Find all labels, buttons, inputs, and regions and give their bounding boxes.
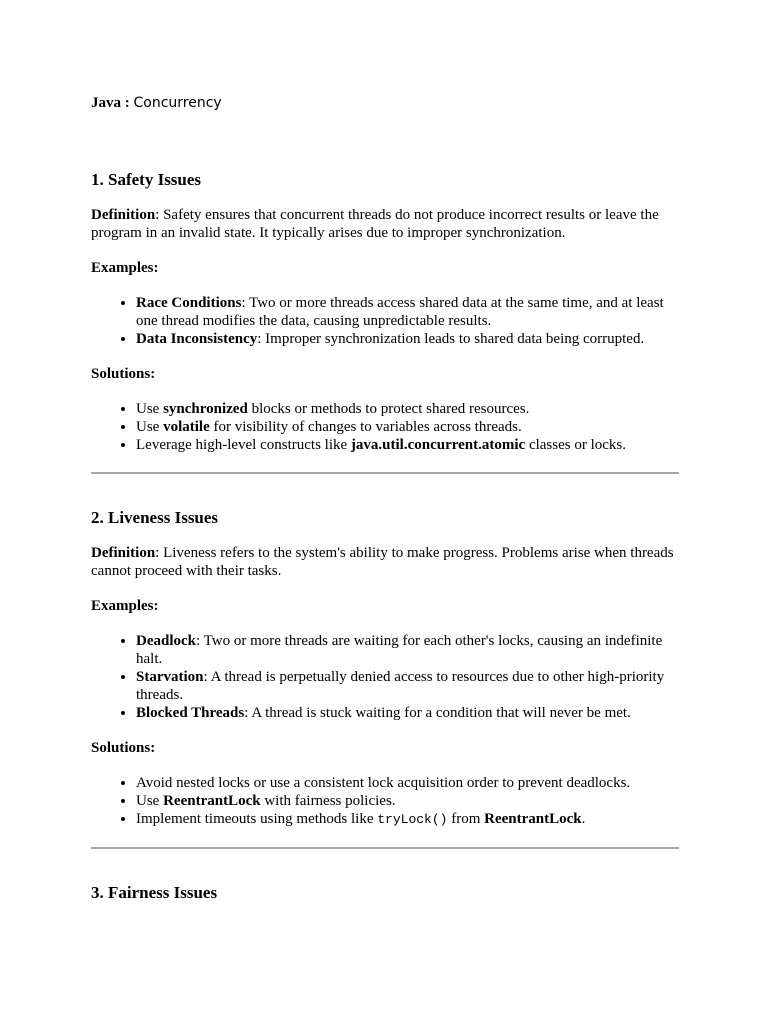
example-text: : Improper synchronization leads to shared data being corrupted. <box>257 331 645 347</box>
list-item <box>136 330 679 348</box>
definition-text: : Safety ensures that concurrent threads do not produce incorrect results or leave the program in an invalid state. It typically arises due to improper synchronization. <box>91 207 659 241</box>
solution-keyword: ReentrantLock <box>484 811 582 827</box>
solution-code: tryLock() <box>377 812 448 827</box>
examples-label <box>91 259 679 277</box>
list-item <box>136 418 679 436</box>
example-term: Blocked Threads <box>136 705 245 721</box>
list-item <box>136 704 679 722</box>
definition-label: Definition <box>91 545 156 561</box>
example-text: : Two or more threads are waiting for each other's locks, causing an indefinite halt. <box>136 633 663 667</box>
title-rest: Concurrency <box>133 95 222 111</box>
section-fairness <box>91 882 679 904</box>
solution-text: Leverage high-level constructs like <box>136 437 351 453</box>
solutions-label <box>91 365 679 383</box>
solution-text: Avoid nested locks or use a consistent lock acquisition order to prevent deadlocks. <box>136 775 631 791</box>
list-item <box>136 436 679 454</box>
solution-text: Use <box>136 419 164 435</box>
solution-text: with fairness policies. <box>260 793 396 809</box>
section-heading: 1. Safety Issues <box>91 170 202 189</box>
list-item <box>136 294 679 330</box>
example-term: Deadlock <box>136 633 196 649</box>
examples-list <box>91 294 679 348</box>
example-term: Data Inconsistency <box>136 331 258 347</box>
title-bold: Java : <box>91 95 130 111</box>
solution-text: for visibility of changes to variables across threads. <box>209 419 522 435</box>
examples-label-text: Examples: <box>91 260 159 276</box>
solution-text: classes or locks. <box>525 437 627 453</box>
list-item <box>136 774 679 792</box>
definition-text: : Liveness refers to the system's ability to make progress. Problems arise when threads cannot proceed with their tasks. <box>91 545 674 579</box>
solution-keyword: java.util.concurrent.atomic <box>350 437 526 453</box>
solution-text: from <box>447 811 485 827</box>
solution-keyword: ReentrantLock <box>163 793 261 809</box>
example-text: : A thread is stuck waiting for a condition that will never be met. <box>244 705 631 721</box>
solution-text: Implement timeouts using methods like <box>136 811 378 827</box>
solution-text: . <box>581 811 586 827</box>
list-item <box>136 632 679 668</box>
examples-label <box>91 597 679 615</box>
example-term: Starvation <box>136 669 204 685</box>
solutions-label-text: Solutions: <box>91 740 156 756</box>
list-item <box>136 810 679 829</box>
solution-text: blocks or methods to protect shared resources. <box>247 401 530 417</box>
solution-keyword: synchronized <box>163 401 248 417</box>
section-liveness <box>91 507 679 829</box>
solution-text: Use <box>136 401 164 417</box>
definition-label: Definition <box>91 207 156 223</box>
section-heading: 3. Fairness Issues <box>91 883 218 902</box>
example-text: : Two or more threads access shared data at the same time, and at least one thread modifies the data, causing unpredictable results. <box>136 295 664 329</box>
section-heading: 2. Liveness Issues <box>91 508 219 527</box>
definition-paragraph <box>91 544 679 580</box>
list-item <box>136 668 679 704</box>
example-term: Race Conditions <box>136 295 242 311</box>
document-title <box>91 92 679 114</box>
section-safety <box>91 169 679 454</box>
example-text: : A thread is perpetually denied access to resources due to other high-priority threads. <box>136 669 665 703</box>
list-item <box>136 792 679 810</box>
document-content <box>91 92 679 904</box>
solution-text: Use <box>136 793 164 809</box>
solutions-list <box>91 400 679 454</box>
solutions-list <box>91 774 679 829</box>
solutions-label <box>91 739 679 757</box>
solutions-label-text: Solutions: <box>91 366 156 382</box>
solution-keyword: volatile <box>163 419 210 435</box>
definition-paragraph <box>91 206 679 242</box>
list-item <box>136 400 679 418</box>
examples-label-text: Examples: <box>91 598 159 614</box>
examples-list <box>91 632 679 722</box>
